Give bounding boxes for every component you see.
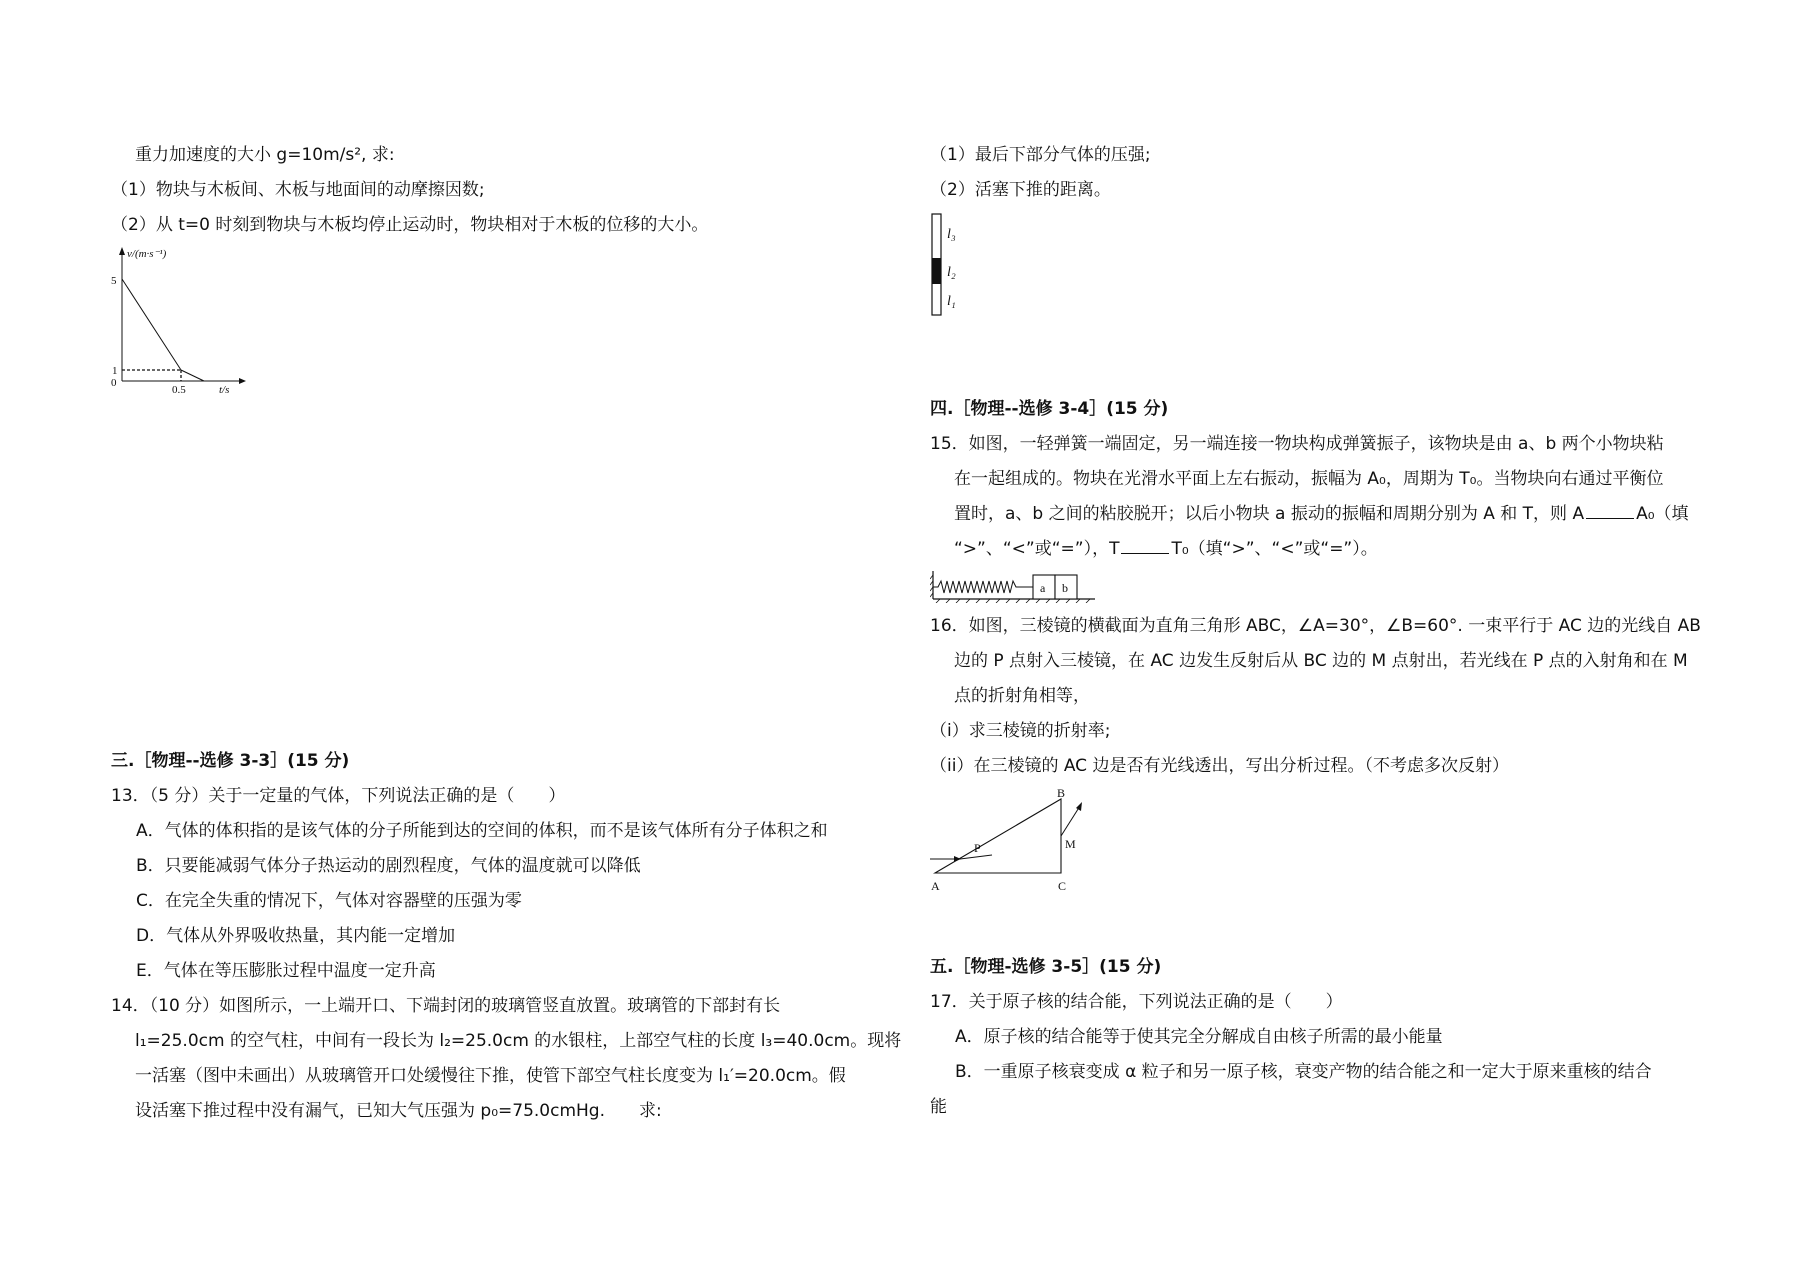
q16-line-3: 点的折射角相等， (954, 686, 1090, 706)
velocity-time-graph (111, 243, 251, 393)
q15-line-1: 15．如图，一轻弹簧一端固定，另一端连接一物块构成弹簧振子，该物块是由 a、b 两个小物块粘 (930, 434, 1664, 454)
q15-line-4-end: T₀（填“>”、“<”或“=”）。 (1171, 539, 1378, 559)
q17-option-b-continued: 能 (930, 1097, 947, 1117)
q15-line-4-text: “>”、“<”或“=”），T (954, 539, 1120, 559)
q17-option-b: B．一重原子核衰变成 α 粒子和另一原子核，衰变产物的结合能之和一定大于原来重核的结合 (955, 1062, 1652, 1082)
left-column (111, 138, 901, 1129)
problem-intro: 重力加速度的大小 g=10m/s², 求: (135, 145, 395, 165)
section-4-heading: 四.［物理--选修 3-4］(15 分) (930, 399, 1169, 419)
q14-line-2: l₁=25.0cm 的空气柱，中间有一段长为 l₂=25.0cm 的水银柱，上部空气柱的长度 l₃=40.0cm。现将 (135, 1031, 902, 1051)
q14-part-2: （2）活塞下推的距离。 (930, 180, 1111, 200)
question-friction: （1）物块与木板间、木板与地面间的动摩擦因数; (111, 180, 485, 200)
graph-tick-1: 1 (112, 365, 118, 377)
block-b-label: b (1062, 581, 1068, 595)
section-3-heading: 三.［物理--选修 3-3］(15 分) (111, 751, 350, 771)
q15-line-3-text: 置时，a、b 之间的粘胶脱开；以后小物块 a 振动的振幅和周期分别为 A 和 T，则 A (954, 504, 1585, 524)
prism-label-p: P (974, 841, 981, 855)
q13-option-c: C．在完全失重的情况下，气体对容器壁的压强为零 (136, 891, 522, 911)
right-column (930, 138, 1720, 1125)
tube-label-l1: l₁ (947, 294, 956, 309)
tube-label-l2: l₂ (947, 265, 956, 280)
prism-label-b: B (1057, 788, 1066, 800)
graph-tick-5: 5 (111, 275, 117, 287)
q15-line-2: 在一起组成的。物块在光滑水平面上左右振动，振幅为 A₀，周期为 T₀。当物块向右通过平衡位 (954, 469, 1664, 489)
q16-line-1: 16．如图，三棱镜的横截面为直角三角形 ABC，∠A=30°，∠B=60°. 一束平行于 AC 边的光线自 AB (930, 616, 1701, 636)
answer-blank-t (1121, 539, 1169, 554)
q13-option-a: A．气体的体积指的是该气体的分子所能到达的空间的体积，而不是该气体所有分子体积之和 (136, 821, 828, 841)
q15-line-3 (930, 497, 1720, 532)
answer-blank-a (1586, 504, 1634, 519)
tube-label-l3: l₃ (947, 227, 956, 242)
glass-tube-figure (930, 212, 990, 320)
prism-figure (930, 788, 1090, 898)
q13-option-e: E．气体在等压膨胀过程中温度一定升高 (136, 961, 436, 981)
q13-option-d: D．气体从外界吸收热量，其内能一定增加 (136, 926, 456, 946)
block-a-label: a (1040, 581, 1046, 595)
prism-label-c: C (1058, 879, 1067, 893)
q16-part-2: （ii）在三棱镜的 AC 边是否有光线透出，写出分析过程。（不考虑多次反射） (930, 756, 1509, 776)
q15-line-4 (930, 532, 1720, 567)
q13-option-b: B．只要能减弱气体分子热运动的剧烈程度，气体的温度就可以降低 (136, 856, 641, 876)
graph-y-label: v/(m·s⁻¹) (127, 248, 167, 260)
section-5-heading: 五.［物理-选修 3-5］(15 分) (930, 957, 1162, 977)
q14-part-1: （1）最后下部分气体的压强; (930, 145, 1151, 165)
q16-line-2: 边的 P 点射入三棱镜，在 AC 边发生反射后从 BC 边的 M 点射出，若光线在 P 点的入射角和在 M (954, 651, 1688, 671)
q15-line-3-end: A₀（填 (1636, 504, 1689, 524)
prism-label-m: M (1065, 837, 1076, 851)
graph-tick-0-5: 0.5 (172, 384, 186, 393)
q13-stem: 13．（5 分）关于一定量的气体，下列说法正确的是（ ） (111, 786, 566, 806)
question-displacement: （2）从 t=0 时刻到物块与木板均停止运动时，物块相对于木板的位移的大小。 (111, 215, 709, 235)
q14-line-3: 一活塞（图中未画出）从玻璃管开口处缓慢往下推，使管下部空气柱长度变为 l₁′=20.0cm。假 (135, 1066, 846, 1086)
q16-part-1: （i）求三棱镜的折射率; (930, 721, 1111, 741)
graph-tick-0: 0 (111, 377, 117, 389)
graph-x-label: t/s (219, 384, 230, 393)
spring-oscillator-figure (930, 569, 1100, 603)
q17-stem: 17．关于原子核的结合能，下列说法正确的是（ ） (930, 992, 1343, 1012)
prism-label-a: A (931, 879, 940, 893)
q14-line-4: 设活塞下推过程中没有漏气，已知大气压强为 p₀=75.0cmHg. 求: (135, 1101, 662, 1121)
q14-line-1: 14．（10 分）如图所示，一上端开口、下端封闭的玻璃管竖直放置。玻璃管的下部封有长 (111, 996, 781, 1016)
q17-option-a: A．原子核的结合能等于使其完全分解成自由核子所需的最小能量 (955, 1027, 1443, 1047)
